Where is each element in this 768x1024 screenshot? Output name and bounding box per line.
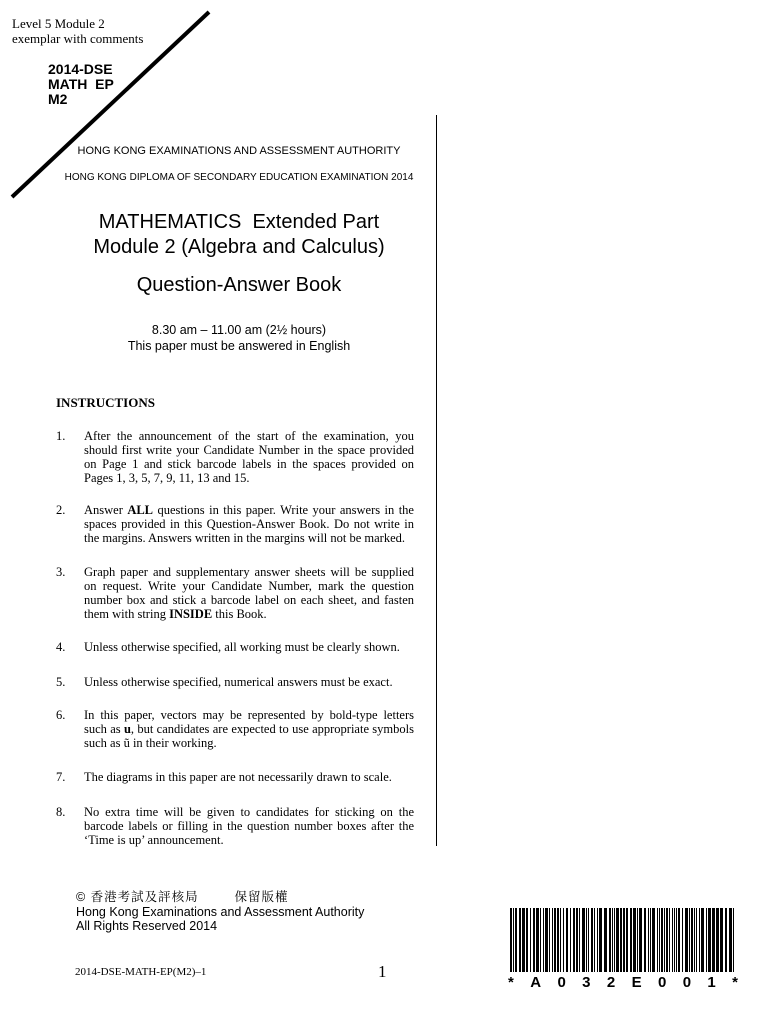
barcode-bar <box>696 908 697 972</box>
instruction-text-part: Answer <box>84 503 128 517</box>
barcode-bar <box>712 908 715 972</box>
barcode-bar <box>560 908 561 972</box>
instruction-number: 6. <box>56 708 66 722</box>
barcode-bar <box>637 908 638 972</box>
barcode-bar <box>701 908 704 972</box>
instruction-item-7 <box>56 770 414 784</box>
barcode-bar <box>526 908 528 972</box>
barcode-char: 3 <box>582 974 591 991</box>
instruction-text: No extra time will be given to candidates for sticking on the barcode labels or filling in the question number boxes after the ‘Time is up’ announcement. <box>84 805 414 847</box>
instruction-number: 2. <box>56 503 66 517</box>
instruction-number: 1. <box>56 429 66 443</box>
barcode-bar <box>594 908 595 972</box>
corner-note-line1: Level 5 Module 2 <box>12 16 105 31</box>
barcode-bar <box>691 908 693 972</box>
barcode-bar <box>674 908 675 972</box>
instruction-text: The diagrams in this paper are not necessarily drawn to scale. <box>84 770 392 784</box>
instruction-text: Unless otherwise specified, all working must be clearly shown. <box>84 640 400 654</box>
instruction-emphasis: INSIDE <box>169 607 213 621</box>
barcode-bar <box>659 908 660 972</box>
barcode-bar <box>620 908 622 972</box>
barcode-bar <box>522 908 525 972</box>
barcode-bar <box>554 908 556 972</box>
barcode-bar <box>573 908 575 972</box>
instruction-number: 3. <box>56 565 66 579</box>
instruction-number: 7. <box>56 770 66 784</box>
barcode-bar <box>706 908 707 972</box>
title-book: Question-Answer Book <box>136 274 342 296</box>
instruction-text: Unless otherwise specified, numerical answers must be exact. <box>84 675 393 689</box>
paper-code-line1: 2014-DSE <box>48 61 113 77</box>
barcode-bar <box>650 908 651 972</box>
barcode-char: 0 <box>557 974 566 991</box>
corner-note-line2: exemplar with comments <box>12 31 144 46</box>
barcode-bar <box>614 908 615 972</box>
barcode-bar <box>630 908 632 972</box>
instruction-text <box>84 503 414 545</box>
instruction-item-2 <box>56 503 414 545</box>
barcode-bar <box>689 908 690 972</box>
instruction-number: 5. <box>56 675 66 689</box>
copyright-line-authority: Hong Kong Examinations and Assessment Authority <box>76 904 365 919</box>
barcode-char: A <box>530 974 542 991</box>
barcode-bar <box>694 908 695 972</box>
instruction-text-part: Graph paper and supplementary answer sheets will be supplied on request. Write your Candidate Number, mark the question number box and stick a barcode label on each sheet, and fasten them with string <box>84 565 414 621</box>
instruction-text-part: In this paper, vectors may be represented by bold-type letters such as <box>84 708 414 736</box>
barcode-graphic <box>508 908 738 974</box>
barcode-bar <box>510 908 512 972</box>
barcode-bar <box>586 908 587 972</box>
barcode-bar <box>543 908 544 972</box>
instruction-text: After the announcement of the start of the examination, you should first write your Candidate Number in the space provided on Page 1 and stick barcode labels in the spaces provided on Pages 1, 3, 5, 7, 9, 11, 13 and 15. <box>84 429 414 485</box>
instruction-item-3 <box>56 565 414 621</box>
instruction-item-5 <box>56 675 414 689</box>
instruction-emphasis: u <box>123 722 131 736</box>
barcode-bar <box>591 908 593 972</box>
barcode-bar <box>666 908 668 972</box>
instruction-item-6 <box>56 708 414 750</box>
barcode-bar <box>557 908 559 972</box>
instruction-text-part: , but candidates are expected to use appropriate symbols such as ũ in their working. <box>84 722 414 750</box>
barcode-bar <box>519 908 521 972</box>
barcode-bar <box>678 908 680 972</box>
barcode-char: 2 <box>606 974 616 991</box>
barcode-bar <box>729 908 732 972</box>
barcode-bar <box>582 908 585 972</box>
barcode-bar <box>708 908 711 972</box>
barcode-char: E <box>631 974 642 991</box>
barcode-bar <box>633 908 636 972</box>
instructions-heading: INSTRUCTIONS <box>56 395 155 410</box>
barcode-bar <box>579 908 580 972</box>
paper-code-line3: M2 <box>48 91 68 107</box>
barcode-bar <box>716 908 719 972</box>
barcode-bar <box>566 908 568 972</box>
barcode-char: 0 <box>682 974 692 991</box>
barcode-bar <box>616 908 619 972</box>
barcode-bar <box>644 908 646 972</box>
barcode-bar <box>604 908 607 972</box>
barcode-bar <box>515 908 517 972</box>
title-subject: MATHEMATICS Extended Part <box>98 211 380 233</box>
barcode-bar <box>669 908 670 972</box>
instruction-number: 8. <box>56 805 66 819</box>
copyright-block <box>76 890 364 934</box>
paper-code <box>48 62 114 107</box>
barcode-bar <box>540 908 541 972</box>
barcode-bar <box>549 908 550 972</box>
instruction-emphasis: ALL <box>127 503 154 517</box>
instruction-item-1 <box>56 429 414 485</box>
barcode-bar <box>664 908 665 972</box>
barcode-bar <box>612 908 613 972</box>
barcode-char: * <box>508 974 514 991</box>
exam-language: This paper must be answered in English <box>127 339 351 353</box>
instruction-item-8 <box>56 805 414 847</box>
copyright-line-chinese: © 香港考試及評核局 保留版權 <box>76 890 289 904</box>
barcode-bar <box>609 908 611 972</box>
exam-time: 8.30 am – 11.00 am (2½ hours) <box>151 323 327 337</box>
barcode-bar <box>672 908 673 972</box>
barcode-bar <box>661 908 663 972</box>
page-code: 2014-DSE-MATH-EP(M2)–1 <box>75 966 207 978</box>
barcode-bar <box>685 908 688 972</box>
instruction-text-part: this Book. <box>212 607 267 621</box>
barcode-bar <box>599 908 602 972</box>
barcode-bar <box>570 908 571 972</box>
barcode-bar <box>648 908 649 972</box>
barcode-bar <box>725 908 727 972</box>
barcode-bar <box>563 908 564 972</box>
instruction-text <box>84 565 414 621</box>
barcode-bar <box>682 908 683 972</box>
barcode-bar <box>597 908 598 972</box>
title-module: Module 2 (Algebra and Calculus) <box>93 236 385 258</box>
barcode-bar <box>533 908 535 972</box>
barcode-bar <box>639 908 642 972</box>
barcode-bar <box>720 908 723 972</box>
barcode-bar <box>733 908 734 972</box>
margin-rule <box>436 115 437 846</box>
barcode-bar <box>552 908 553 972</box>
copyright-line-rights: All Rights Reserved 2014 <box>76 919 218 933</box>
barcode-bar <box>623 908 625 972</box>
page-number: 1 <box>378 962 387 981</box>
barcode-bar <box>545 908 548 972</box>
barcode-bar <box>576 908 578 972</box>
instruction-item-4 <box>56 640 414 654</box>
barcode-bar <box>588 908 589 972</box>
instruction-number: 4. <box>56 640 66 654</box>
barcode-text <box>508 974 738 991</box>
barcode-bar <box>626 908 628 972</box>
authority-header: HONG KONG EXAMINATIONS AND ASSESSMENT AUTHORITY <box>77 145 401 157</box>
barcode-char: * <box>732 974 738 991</box>
diploma-header: HONG KONG DIPLOMA OF SECONDARY EDUCATION EXAMINATION 2014 <box>64 172 414 183</box>
instruction-text <box>84 708 414 750</box>
barcode-char: 0 <box>657 974 667 991</box>
barcode-bar <box>699 908 700 972</box>
instruction-text-part: questions in this paper. Write your answers in the spaces provided in this Question-Answer Book. Do not write in the margins. Answers written in the margins will not be marked. <box>84 503 414 545</box>
barcode-bar <box>513 908 514 972</box>
barcode-bar <box>530 908 531 972</box>
paper-code-line2: MATH EP <box>48 76 114 92</box>
barcode-bar <box>676 908 677 972</box>
barcode-bar <box>657 908 658 972</box>
barcode-bar <box>652 908 655 972</box>
barcode-bar <box>536 908 539 972</box>
corner-note <box>12 16 143 46</box>
barcode-char: 1 <box>707 974 716 991</box>
